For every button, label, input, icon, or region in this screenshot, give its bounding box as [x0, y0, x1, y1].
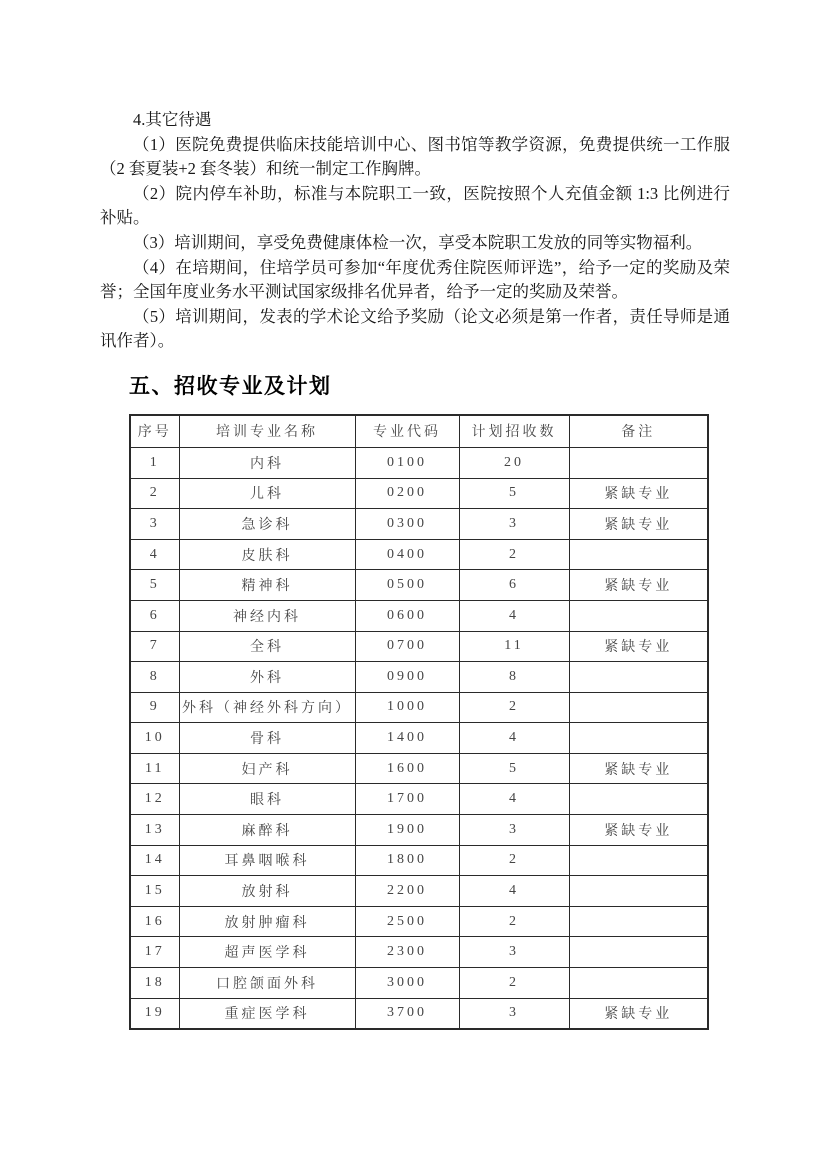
cell-specialty-name: 神经内科: [179, 600, 355, 631]
table-row: [130, 845, 708, 876]
table-row: [130, 784, 708, 815]
table-row: [130, 998, 708, 1029]
cell-specialty-name: 麻醉科: [179, 815, 355, 846]
body-paragraph: （4）在培期间，住培学员可参加“年度优秀住院医师评选”，给予一定的奖励及荣誉；全国年度业务水平测试国家级排名优异者，给予一定的奖励及荣誉。: [100, 257, 730, 302]
cell-specialty-name: 放射肿瘤科: [179, 906, 355, 937]
cell-number: 10: [130, 723, 179, 754]
cell-remark: 紧缺专业: [569, 998, 708, 1029]
table-header-row: [130, 415, 708, 448]
cell-specialty-name: 皮肤科: [179, 539, 355, 570]
cell-remark: [569, 539, 708, 570]
table-row: [130, 570, 708, 601]
cell-specialty-code: 1600: [355, 753, 459, 784]
cell-remark: [569, 662, 708, 693]
cell-specialty-name: 妇产科: [179, 753, 355, 784]
cell-planned-quota: 3: [459, 815, 569, 846]
cell-remark: [569, 906, 708, 937]
table-row: [130, 447, 708, 478]
cell-remark: [569, 692, 708, 723]
cell-remark: [569, 845, 708, 876]
cell-specialty-name: 耳鼻咽喉科: [179, 845, 355, 876]
cell-number: 7: [130, 631, 179, 662]
table-row: [130, 631, 708, 662]
cell-number: 9: [130, 692, 179, 723]
cell-number: 4: [130, 539, 179, 570]
cell-number: 2: [130, 478, 179, 509]
table-row: [130, 723, 708, 754]
cell-number: 6: [130, 600, 179, 631]
cell-specialty-code: 3000: [355, 968, 459, 999]
cell-specialty-code: 1900: [355, 815, 459, 846]
cell-remark: [569, 937, 708, 968]
table-row: [130, 968, 708, 999]
cell-number: 12: [130, 784, 179, 815]
cell-planned-quota: 3: [459, 998, 569, 1029]
cell-specialty-name: 儿科: [179, 478, 355, 509]
cell-specialty-name: 全科: [179, 631, 355, 662]
cell-specialty-code: 1400: [355, 723, 459, 754]
table-row: [130, 906, 708, 937]
cell-specialty-code: 2200: [355, 876, 459, 907]
cell-remark: 紧缺专业: [569, 815, 708, 846]
cell-specialty-name: 内科: [179, 447, 355, 478]
cell-planned-quota: 8: [459, 662, 569, 693]
cell-number: 18: [130, 968, 179, 999]
cell-specialty-name: 重症医学科: [179, 998, 355, 1029]
cell-remark: [569, 968, 708, 999]
cell-specialty-code: 0500: [355, 570, 459, 601]
table-row: [130, 876, 708, 907]
cell-specialty-code: 0400: [355, 539, 459, 570]
table-row: [130, 662, 708, 693]
cell-remark: [569, 600, 708, 631]
cell-planned-quota: 20: [459, 447, 569, 478]
cell-specialty-name: 外科（神经外科方向）: [179, 692, 355, 723]
cell-specialty-name: 眼科: [179, 784, 355, 815]
cell-number: 1: [130, 447, 179, 478]
cell-remark: [569, 784, 708, 815]
cell-specialty-code: 2300: [355, 937, 459, 968]
cell-specialty-code: 0200: [355, 478, 459, 509]
cell-planned-quota: 2: [459, 968, 569, 999]
cell-specialty-code: 0600: [355, 600, 459, 631]
body-paragraph: （1）医院免费提供临床技能培训中心、图书馆等教学资源，免费提供统一工作服（2 套夏装+2 套冬装）和统一制定工作胸牌。: [100, 134, 730, 179]
cell-number: 13: [130, 815, 179, 846]
recruitment-plan-table: [129, 414, 709, 1030]
table-body: [130, 447, 708, 1029]
cell-specialty-name: 外科: [179, 662, 355, 693]
cell-specialty-code: 2500: [355, 906, 459, 937]
cell-remark: 紧缺专业: [569, 509, 708, 540]
cell-remark: 紧缺专业: [569, 570, 708, 601]
cell-planned-quota: 4: [459, 723, 569, 754]
body-paragraph: （5）培训期间，发表的学术论文给予奖励（论文必须是第一作者，责任导师是通讯作者）。: [100, 306, 730, 351]
cell-specialty-code: 0900: [355, 662, 459, 693]
cell-remark: [569, 447, 708, 478]
cell-number: 8: [130, 662, 179, 693]
table-row: [130, 478, 708, 509]
cell-planned-quota: 3: [459, 937, 569, 968]
col-header-specialty-code: 专业代码: [355, 415, 459, 448]
body-paragraph: （3）培训期间，享受免费健康体检一次，享受本院职工发放的同等实物福利。: [133, 232, 703, 252]
table-row: [130, 539, 708, 570]
cell-planned-quota: 6: [459, 570, 569, 601]
table-row: [130, 509, 708, 540]
cell-planned-quota: 2: [459, 692, 569, 723]
col-header-planned-quota: 计划招收数: [459, 415, 569, 448]
body-paragraph: 4.其它待遇: [133, 110, 212, 129]
cell-number: 5: [130, 570, 179, 601]
cell-number: 17: [130, 937, 179, 968]
col-header-number: 序号: [130, 415, 179, 448]
cell-remark: [569, 876, 708, 907]
table-row: [130, 600, 708, 631]
cell-remark: 紧缺专业: [569, 631, 708, 662]
cell-specialty-code: 1700: [355, 784, 459, 815]
cell-number: 3: [130, 509, 179, 540]
col-header-specialty-name: 培训专业名称: [179, 415, 355, 448]
cell-specialty-code: 1000: [355, 692, 459, 723]
cell-specialty-name: 骨科: [179, 723, 355, 754]
section-heading: 五、招收专业及计划: [129, 374, 332, 398]
cell-specialty-code: 0100: [355, 447, 459, 478]
body-paragraph: （2）院内停车补助，标准与本院职工一致，医院按照个人充值金额 1:3 比例进行补贴。: [100, 183, 730, 228]
table-row: [130, 815, 708, 846]
cell-specialty-code: 0300: [355, 509, 459, 540]
cell-planned-quota: 3: [459, 509, 569, 540]
cell-remark: [569, 723, 708, 754]
cell-planned-quota: 2: [459, 845, 569, 876]
cell-number: 11: [130, 753, 179, 784]
cell-specialty-code: 0700: [355, 631, 459, 662]
cell-number: 19: [130, 998, 179, 1029]
cell-specialty-code: 3700: [355, 998, 459, 1029]
col-header-remark: 备注: [569, 415, 708, 448]
table-row: [130, 937, 708, 968]
cell-specialty-name: 口腔颌面外科: [179, 968, 355, 999]
cell-remark: 紧缺专业: [569, 478, 708, 509]
cell-number: 16: [130, 906, 179, 937]
cell-planned-quota: 4: [459, 876, 569, 907]
cell-planned-quota: 2: [459, 906, 569, 937]
table-row: [130, 753, 708, 784]
cell-planned-quota: 4: [459, 784, 569, 815]
cell-specialty-name: 精神科: [179, 570, 355, 601]
cell-planned-quota: 5: [459, 753, 569, 784]
cell-specialty-name: 急诊科: [179, 509, 355, 540]
table-row: [130, 692, 708, 723]
cell-specialty-name: 放射科: [179, 876, 355, 907]
body-text-block: [100, 108, 730, 354]
cell-number: 14: [130, 845, 179, 876]
cell-specialty-code: 1800: [355, 845, 459, 876]
cell-specialty-name: 超声医学科: [179, 937, 355, 968]
cell-planned-quota: 5: [459, 478, 569, 509]
cell-planned-quota: 11: [459, 631, 569, 662]
cell-remark: 紧缺专业: [569, 753, 708, 784]
cell-planned-quota: 4: [459, 600, 569, 631]
cell-planned-quota: 2: [459, 539, 569, 570]
cell-number: 15: [130, 876, 179, 907]
